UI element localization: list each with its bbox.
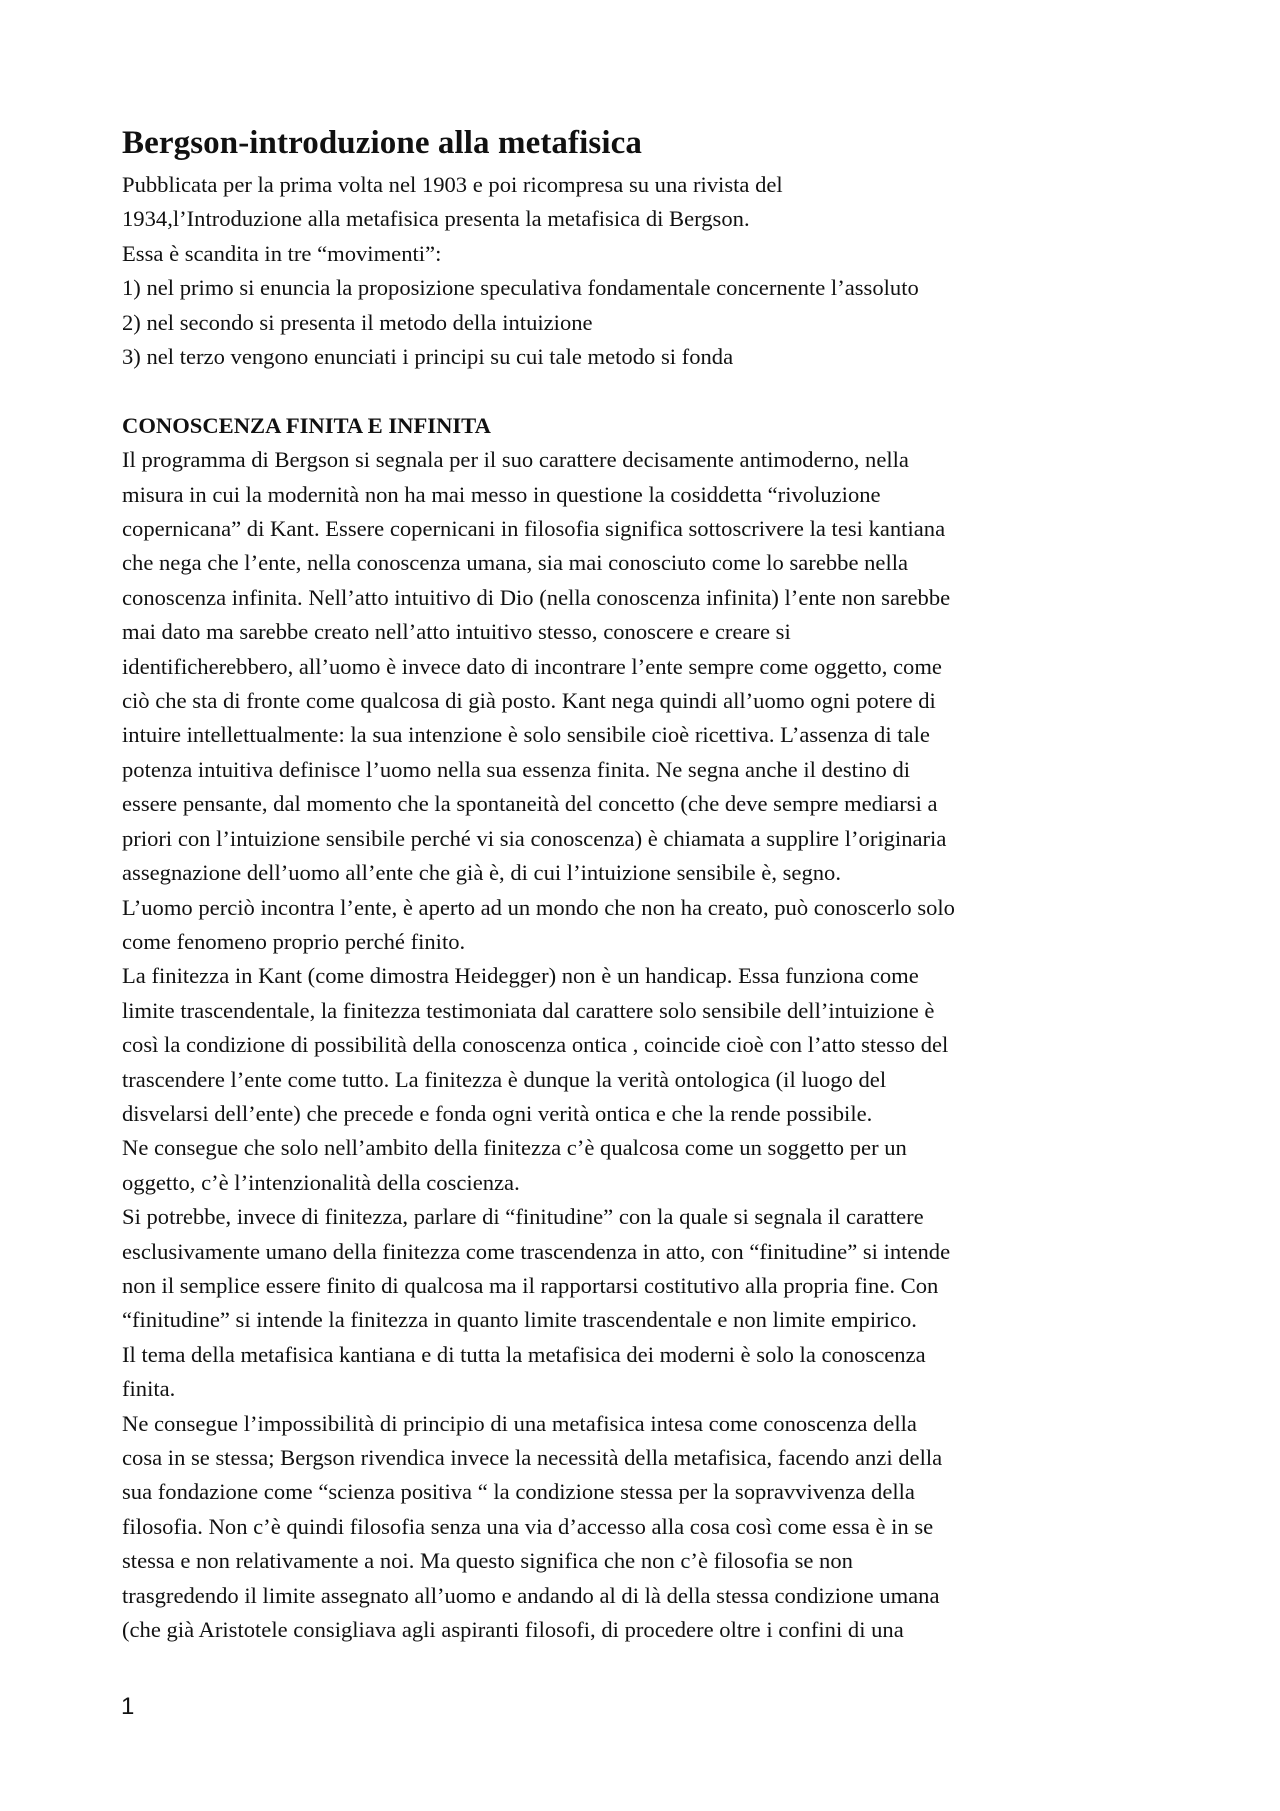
text-line: che nega che l’ente, nella conoscenza umana, sia mai conosciuto come lo sarebbe nella [122, 550, 909, 576]
text-line: Ne consegue che solo nell’ambito della finitezza c’è qualcosa come un soggetto per un [122, 1135, 907, 1161]
text-line: esclusivamente umano della finitezza come trascendenza in atto, con “finitudine” si intende [122, 1238, 951, 1264]
list-item: 2) nel secondo si presenta il metodo della intuizione [122, 309, 593, 335]
text-line: Essa è scandita in tre “movimenti”: [122, 240, 442, 266]
text-line: intuire intellettualmente: la sua intenzione è solo sensibile cioè ricettiva. L’assenza di tale [122, 722, 930, 748]
text-line: conoscenza infinita. Nell’atto intuitivo di Dio (nella conoscenza infinita) l’ente non sarebbe [122, 584, 951, 610]
text-line: assegnazione dell’uomo all’ente che già è, di cui l’intuizione sensibile è, segno. [122, 860, 841, 886]
text-line: “finitudine” si intende la finitezza in quanto limite trascendentale e non limite empirico. [122, 1307, 917, 1333]
section-body [122, 443, 1172, 1647]
text-line: Si potrebbe, invece di finitezza, parlare di “finitudine” con la quale si segnala il carattere [122, 1204, 924, 1230]
text-line: cosa in se stessa; Bergson rivendica invece la necessità della metafisica, facendo anzi della [122, 1445, 943, 1471]
text-line: identificherebbero, all’uomo è invece dato di incontrare l’ente sempre come oggetto, come [122, 653, 942, 679]
text-line: limite trascendentale, la finitezza testimoniata dal carattere solo sensibile dell’intuizione è [122, 997, 935, 1023]
text-line: così la condizione di possibilità della conoscenza ontica , coincide cioè con l’atto stesso del [122, 1032, 949, 1058]
text-line: finita. [122, 1376, 176, 1402]
page-content [122, 122, 1172, 1647]
text-line: filosofia. Non c’è quindi filosofia senza una via d’accesso alla cosa così come essa è in se [122, 1513, 934, 1539]
text-line: misura in cui la modernità non ha mai messo in questione la cosiddetta “rivoluzione [122, 481, 881, 507]
text-line: potenza intuitiva definisce l’uomo nella sua essenza finita. Ne segna anche il destino di [122, 756, 911, 782]
text-line: Ne consegue l’impossibilità di principio di una metafisica intesa come conoscenza della [122, 1410, 917, 1436]
intro-paragraph [122, 168, 1172, 374]
text-line: disvelarsi dell’ente) che precede e fonda ogni verità ontica e che la rende possibile. [122, 1100, 873, 1126]
document-title: Bergson-introduzione alla metafisica [122, 125, 642, 161]
text-line: copernicana” di Kant. Essere copernicani in filosofia significa sottoscrivere la tesi kantiana [122, 516, 946, 542]
text-line: L’uomo perciò incontra l’ente, è aperto ad un mondo che non ha creato, può conoscerlo solo [122, 894, 955, 920]
text-line: La finitezza in Kant (come dimostra Heidegger) non è un handicap. Essa funziona come [122, 963, 919, 989]
list-item: 1) nel primo si enuncia la proposizione speculativa fondamentale concernente l’assoluto [122, 275, 919, 301]
text-line: trasgredendo il limite assegnato all’uomo e andando al di là della stessa condizione umana [122, 1582, 940, 1608]
text-line: Pubblicata per la prima volta nel 1903 e poi ricompresa su una rivista del [122, 172, 783, 197]
text-line: 1934,l’Introduzione alla metafisica presenta la metafisica di Bergson. [122, 206, 750, 232]
text-line: ciò che sta di fronte come qualcosa di già posto. Kant nega quindi all’uomo ogni potere di [122, 688, 936, 714]
section-heading: CONOSCENZA FINITA E INFINITA [122, 412, 491, 438]
page-number: 1 [121, 1693, 135, 1720]
text-line: essere pensante, dal momento che la spontaneità del concetto (che deve sempre mediarsi a [122, 791, 938, 817]
text-line: Il programma di Bergson si segnala per il suo carattere decisamente antimoderno, nella [122, 447, 909, 473]
text-line: priori con l’intuizione sensibile perché vi sia conoscenza) è chiamata a supplire l’originaria [122, 825, 947, 851]
list-item: 3) nel terzo vengono enunciati i principi su cui tale metodo si fonda [122, 344, 734, 370]
text-line: mai dato ma sarebbe creato nell’atto intuitivo stesso, conoscere e creare si [122, 619, 791, 645]
text-line: (che già Aristotele consigliava agli aspiranti filosofi, di procedere oltre i confini di una [122, 1617, 904, 1643]
text-line: stessa e non relativamente a noi. Ma questo significa che non c’è filosofia se non [122, 1548, 853, 1574]
text-line: Il tema della metafisica kantiana e di tutta la metafisica dei moderni è solo la conoscenza [122, 1341, 926, 1367]
text-line: non il semplice essere finito di qualcosa ma il rapportarsi costitutivo alla propria fine. Con [122, 1272, 939, 1298]
paragraph-spacer [122, 374, 1172, 408]
text-line: come fenomeno proprio perché finito. [122, 928, 466, 954]
text-line: oggetto, c’è l’intenzionalità della coscienza. [122, 1169, 520, 1195]
text-line: trascendere l’ente come tutto. La finitezza è dunque la verità ontologica (il luogo del [122, 1066, 887, 1092]
text-line: sua fondazione come “scienza positiva “ la condizione stessa per la sopravvivenza della [122, 1479, 915, 1505]
